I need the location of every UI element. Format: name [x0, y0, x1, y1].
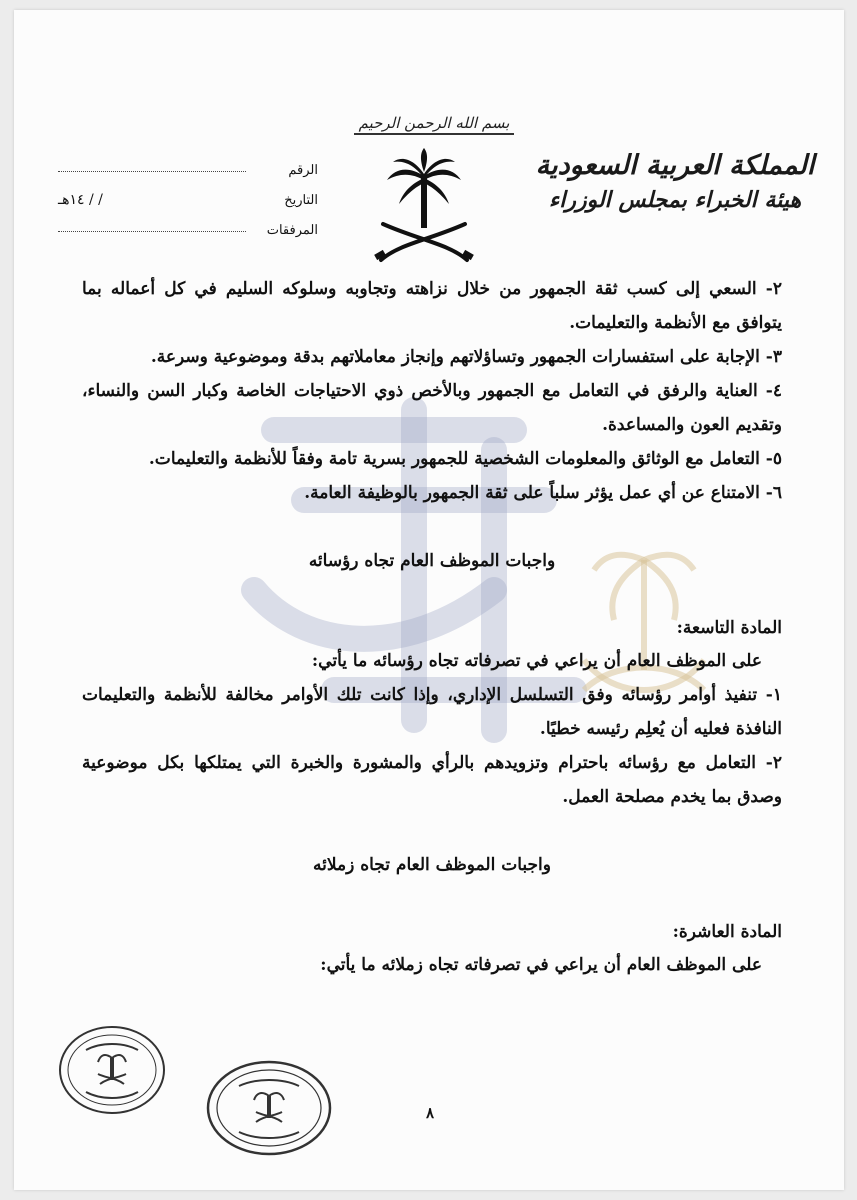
ref-label: الرقم	[288, 163, 318, 178]
attachments-line	[58, 230, 246, 232]
page-number: ٨	[426, 1104, 435, 1122]
official-stamp	[204, 1058, 334, 1158]
list-item: ١- تنفيذ أوامر رؤسائه وفق التسلسل الإداري، وإذا كانت تلك الأوامر مخالفة للأنظمة والتعليمات النافذة فعليه أن يُعلِم رئيسه خطيًا.	[82, 685, 782, 739]
letter-meta	[58, 148, 318, 238]
ref-row	[58, 148, 318, 178]
org-line-experts: هيئة الخبراء بمجلس الوزراء	[548, 187, 802, 213]
section-heading-superiors: واجبات الموظف العام تجاه رؤسائه	[308, 551, 556, 571]
section-heading-colleagues: واجبات الموظف العام تجاه زملائه	[313, 855, 551, 875]
list-item: ٦- الامتناع عن أي عمل يؤثر سلباً على ثقة الجمهور بالوظيفة العامة.	[304, 483, 782, 503]
article-title: المادة العاشرة:	[672, 922, 782, 942]
org-line-kingdom: المملكة العربية السعودية	[535, 150, 815, 181]
list-item: ٤- العناية والرفق في التعامل مع الجمهور وبالأخص ذوي الاحتياجات الخاصة وكبار السن والنساء، وتقديم العون والمساعدة.	[82, 381, 782, 435]
official-stamp	[56, 1022, 168, 1118]
list-item: ٥- التعامل مع الوثائق والمعلومات الشخصية للجمهور بسرية تامة وفقاً للأنظمة والتعليمات.	[148, 449, 782, 469]
article-intro: على الموظف العام أن يراعي في تصرفاته تجاه رؤسائه ما يأتي:	[311, 651, 762, 671]
date-label: التاريخ	[284, 193, 318, 208]
list-item: ٣- الإجابة على استفسارات الجمهور وتساؤلاتهم وإنجاز معاملاتهم بدقة وموضوعية وسرعة.	[150, 347, 782, 367]
attachments-label: المرفقات	[266, 223, 318, 238]
document-body	[82, 272, 782, 982]
list-item: ٢- السعي إلى كسب ثقة الجمهور من خلال نزاهته وتجاوبه وسلوكه السليم في كل أعماله بما يتوافق مع الأنظمة والتعليمات.	[82, 279, 782, 333]
palm-swords-emblem	[369, 148, 479, 266]
basmala: بسم الله الرحمن الرحيم	[354, 114, 514, 135]
article-title: المادة التاسعة:	[676, 618, 782, 638]
organization-name	[530, 148, 820, 216]
document-page	[14, 10, 844, 1190]
list-item: ٢- التعامل مع رؤسائه باحترام وتزويدهم بالرأي والمشورة والخبرة التي يمتلكها بكل موضوعية وصدق بما يخدم مصلحة العمل.	[82, 753, 782, 807]
attachments-row	[58, 208, 318, 238]
date-value: / / ١٤هـ	[58, 192, 103, 208]
ref-line	[58, 170, 246, 172]
article-intro: على الموظف العام أن يراعي في تصرفاته تجاه زملائه ما يأتي:	[320, 955, 762, 975]
date-row	[58, 178, 318, 208]
